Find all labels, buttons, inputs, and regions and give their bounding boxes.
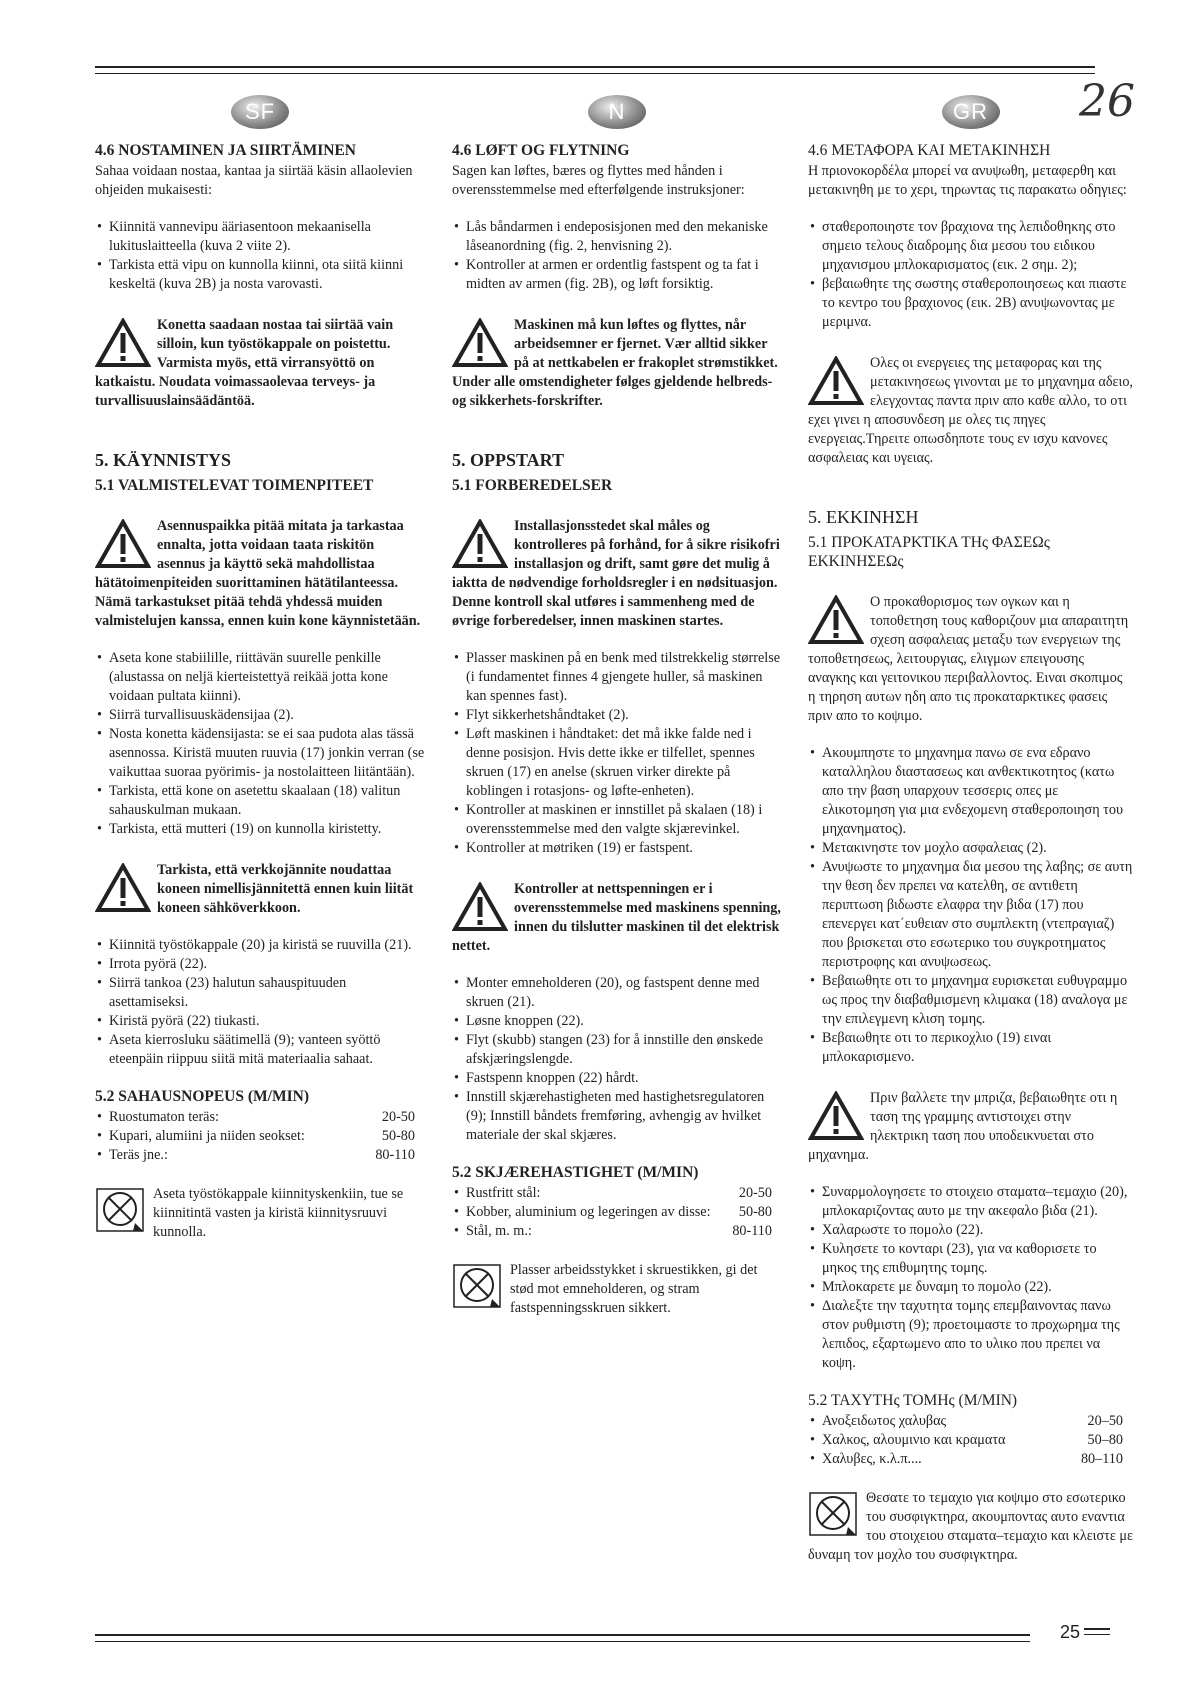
speed-row [808,1431,1133,1450]
speed-value: 50-80 [381,1128,415,1144]
setup-list [452,974,782,1145]
list-item: • Nosta konetta kädensijasta: se ei saa pudota alas tässä asennossa. Kiristä muuten ruuvia (17) jonkin verran (se vaikuttaa suoraa pyörimis- ja nostolaitteen liitäntään). [95,725,425,782]
speed-material: • Kobber, aluminium og legeringen av disse: [466,1204,711,1220]
speed-value: 80-110 [375,1147,415,1163]
language-badge: GR [942,95,1000,129]
vise-instruction-icon [808,1491,858,1537]
speed-material: • Stål, m. m.: [466,1223,532,1239]
list-item: • Ακουμπηστε το μηχανημα πανω σε ενα εδρανο καταλληλου διαστασεως και ανθεκτικοτητος (κατω απο την βαση υπαρχουν τεσσερις οπες με ελικοτομηση για μια ενδεχομενη σταθεροποιηση του μηχανηματος). [808,744,1133,839]
speed-row [95,1127,425,1146]
speed-material: • Ruostumaton teräs: [109,1109,219,1125]
section-5-heading: 5. KÄYNNISTYS [95,450,232,470]
warning-triangle-icon [95,519,151,569]
warning-text: Ο προκαθορισμος των ογκων και η τοποθετηση τους καθοριζουν μια απαραιτητη σχεση ασφαλειας μεταξυ των ενεργειων της τοποθετησεως, λειτουργιας, ελιγμων επειγουσης αναγκης και γειτονικου περιβαλλοντος. Ειναι σκοπιμος η τηρηση αυτων ηδη απο τις προκαταρκτικες φασεις πριν απο το κοψιμο. [808,594,1129,724]
speed-value: 80–110 [1080,1451,1123,1467]
warning-text: Konetta saadaan nostaa tai siirtää vain silloin, kun työstökappale on poistettu. Varmista myös, että virransyöttö on katkaistu. Noudata voimassaolevaa terveys- ja turvallisuuslainsäädäntöä. [95,317,394,409]
voltage-warning [808,1089,1133,1165]
list-item: • Kiinnitä vannevipu ääriasentoon mekaanisella lukituslaitteella (kuva 2 viite 2). [95,218,425,256]
page-mark [1084,1628,1110,1630]
vise-note [452,1261,782,1318]
bottom-rule [95,1634,1030,1636]
list-item: • Ανυψωστε το μηχανημα δια μεσου της λαβης; σε αυτη την θεση δεν πρεπει να κατελθη, σε αντιθετη περιπτωση βιδωστε ελαφρα την βιδα (17) που επενεργει κατ΄ευθειαν στο συμπλεκτη (ντεπραγιαζ) που βρισκεται στο εσωτερικο του συγκροτηματος περιστροφης και ανυψωσεως. [808,858,1133,972]
list-item: • Μετακινηστε τον μοχλο ασφαλειας (2). [808,839,1133,858]
warning-triangle-icon [808,595,864,645]
list-item: • Συναρμολογησετε το στοιχειο σταματα–τεμαχιο (20), μπλοκαριζοντας αυτο με την ακεφαλο βιδα (21). [808,1183,1133,1221]
transport-warning [808,354,1133,468]
transport-warning [452,316,782,411]
list-item: • Kiristä pyörä (22) tiukasti. [95,1012,425,1031]
section-5-heading: 5. OPPSTART [452,450,565,470]
warning-text: Asennuspaikka pitää mitata ja tarkastaa ennalta, jotta voidaan taata riskitön asennus ja käyttö sekä mahdollistaa hätätoimenpiteiden suorittaminen hätätilanteessa. Nämä tarkastukset pitää tehdä yhdessä muiden valmistelujen kanssa, ennen kuin kone käynnistetään. [95,518,421,629]
section-4-6-list [808,218,1133,332]
installation-warning [452,517,782,631]
list-item: • Tarkista, että mutteri (19) on kunnolla kiristetty. [95,820,425,839]
list-item: • σταθεροποιηστε τον βραχιονα της λεπιδοθηκης στο σημειο τελους διαδρομης δια μεσου του ειδικου μηχανισμου μπλοκαρισματος (εικ. 2 σημ. 2); [808,218,1133,275]
list-item: • Fastspenn knoppen (22) hårdt. [452,1069,782,1088]
speed-value: 20-50 [738,1185,772,1201]
language-badge: N [588,95,646,129]
speed-row [95,1108,425,1127]
top-rule-thin [95,73,1095,74]
list-item: • Kiinnitä työstökappale (20) ja kiristä se ruuvilla (21). [95,936,425,955]
section-4-6-intro: Sahaa voidaan nostaa, kantaa ja siirtää käsin allaolevien ohjeiden mukaisesti: [95,163,413,198]
speed-material: • Χαλκος, αλουμινιο και κραματα [822,1432,1006,1448]
speed-material: • Kupari, alumiini ja niiden seokset: [109,1128,305,1144]
list-item: • Lås båndarmen i endeposisjonen med den mekaniske låseanordning (fig. 2, henvisning 2). [452,218,782,256]
warning-triangle-icon [808,1091,864,1141]
speed-table [95,1108,425,1165]
note-text: Plasser arbeidsstykket i skruestikken, gi det stød mot emneholderen, og stram fastspenningsskruen sikkert. [510,1262,758,1316]
vise-instruction-icon [95,1187,145,1233]
list-item: • Διαλεξτε την ταχυτητα τομης επεμβαινοντας πανω στον ρυθμιστη (9); προετοιμαστε το προχωρημα της λεπιδος, εξαρτωμενο απο το υλικο που πρεπει να κοψη. [808,1297,1133,1373]
warning-text: Tarkista, että verkkojännite noudattaa koneen nimellisjännitettä ennen kuin liität koneen sähköverkkoon. [157,862,414,916]
list-item: • Løsne knoppen (22). [452,1012,782,1031]
page-mark-thin [1084,1634,1110,1635]
list-item: • Siirrä turvallisuuskädensijaa (2). [95,706,425,725]
warning-triangle-icon [452,519,508,569]
speed-row [808,1412,1133,1431]
list-item: • Κυλησετε το κονταρι (23), για να καθορισετε το μηκος της επιθυμητης τομης. [808,1240,1133,1278]
speed-value: 20–50 [1087,1413,1123,1429]
list-item: • Irrota pyörä (22). [95,955,425,974]
vise-instruction-icon [452,1263,502,1309]
speed-value: 50-80 [738,1204,772,1220]
column-finnish [95,95,425,1242]
warning-text: Ολες οι ενεργειες της μεταφορας και της μετακινησεως γινονται με το μηχανημα αδειο, ελεγχοντας παντα πριν απο καθε αλλο, το οτι εχει γινει η αποσυνδεση με ολες τις πηγες ενεργειας.Τηρειτε οπωσδηποτε τους εν ισχυ κανονες ασφαλειας και υγειας. [808,355,1133,466]
speed-material: • Rustfritt stål: [466,1185,541,1201]
section-5-1-heading: 5.1 FORBEREDELSER [452,477,613,494]
voltage-warning [95,861,425,918]
warning-triangle-icon [452,882,508,932]
section-5-1-heading: 5.1 VALMISTELEVAT TOIMENPITEET [95,477,374,494]
list-item: • Tarkista, että kone on asetettu skaalaan (18) valitun sahauskulman mukaan. [95,782,425,820]
section-5-2-heading: 5.2 ΤΑΧΥΤΗς ΤΟΜΗς (M/MIN) [808,1392,1018,1409]
section-4-6-heading: 4.6 NOSTAMINEN JA SIIRTÄMINEN [95,142,356,159]
list-item: • Siirrä tankoa (23) halutun sahauspituuden asettamiseksi. [95,974,425,1012]
list-item: • Βεβαιωθητε οτι το μηχανημα ευρισκεται ευθυγραμμο ως προς την διαβαθμισμενη κλιμακα (18) αναλογα με την επιλεγμενη κλιση τομης. [808,972,1133,1029]
list-item: • Plasser maskinen på en benk med tilstrekkelig størrelse (i fundamentet finnes 4 gjengete huller, så maskinen kan spennes fast). [452,649,782,706]
section-5-1-list [95,649,425,839]
list-item: • Χαλαρωστε το πομολο (22). [808,1221,1133,1240]
list-item: • βεβαιωθητε της σωστης σταθεροποιησεως και πιαστε το κεντρο του βραχιονος (εικ. 2Β) ανυψωνοντας με μεριμνα. [808,275,1133,332]
section-5-heading: 5. ΕΚΚΙΝΗΣΗ [808,507,919,527]
setup-list [95,936,425,1069]
installation-warning [808,593,1133,726]
list-item: • Innstill skjærehastigheten med hastighetsregulatoren (9); Innstill båndets fremføring, avhengig av hvilket materiale der skal skjæres. [452,1088,782,1145]
list-item: • Kontroller at maskinen er innstillet på skalaen (18) i overensstemmelse med den valgte skjærevinkel. [452,801,782,839]
speed-row [95,1146,425,1165]
speed-table [808,1412,1133,1469]
speed-row [452,1184,782,1203]
section-4-6-intro: Η πριονοκορδέλα μπορεί να ανυψωθη, μεταφερθη και μετακινηθη με το χερι, τηρωντας τις παρακατω οδηγιες: [808,163,1127,198]
section-5-1-list [452,649,782,858]
speed-row [452,1203,782,1222]
speed-material: • Χαλυβες, κ.λ.π.... [822,1451,922,1467]
bottom-rule-thin [95,1641,1030,1642]
warning-triangle-icon [95,863,151,913]
list-item: • Tarkista että vipu on kunnolla kiinni, ota siitä kiinni keskeltä (kuva 2B) ja nosta varovasti. [95,256,425,294]
column-greek [808,95,1133,1565]
vise-note [808,1489,1133,1565]
section-5-2-heading: 5.2 SKJÆREHASTIGHET (M/MIN) [452,1164,699,1181]
section-4-6-list [452,218,782,294]
section-4-6-intro: Sagen kan løftes, bæres og flyttes med hånden i overensstemmelse med efterfølgende instruksjoner: [452,163,745,198]
warning-text: Kontroller at nettspenningen er i overensstemmelse med maskinens spenning, innen du tilslutter maskinen til det elektrisk nettet. [452,881,781,954]
list-item: • Løft maskinen i håndtaket: det må ikke falde ned i denne posisjon. Hvis dette ikke er tilfellet, spennes skruen (17) en anelse (skruen virker direkte på koblingen i rotasjons- og løfte-enheten). [452,725,782,801]
list-item: • Kontroller at armen er ordentlig fastspent og ta fat i midten av armen (fig. 2B), og løft forsiktig. [452,256,782,294]
list-item: • Aseta kone stabiilille, riittävän suurelle penkille (alustassa on neljä kierteistettyä reikää jotta kone voidaan pultata kiinni). [95,649,425,706]
top-rule [95,66,1095,68]
language-badge: SF [231,95,289,129]
section-4-6-heading: 4.6 LØFT OG FLYTNING [452,142,630,159]
list-item: • Kontroller at møtriken (19) er fastspent. [452,839,782,858]
column-norwegian [452,95,782,1318]
handwritten-page-mark: 26 [1079,76,1135,127]
speed-value: 50–80 [1087,1432,1123,1448]
warning-text: Πριν βαλλετε την μπριζα, βεβαιωθητε οτι η ταση της γραμμης αντιστοιχει στην ηλεκτρικη ταση που υποδεικνυεται στο μηχανημα. [808,1090,1118,1163]
list-item: • Monter emneholderen (20), og fastspent denne med skruen (21). [452,974,782,1012]
section-5-1-heading: 5.1 ΠΡΟΚΑΤΑΡΚΤΙΚΑ ΤΗς ΦΑΣΕΩς ΕΚΚΙΝΗΣΕΩς [808,534,1050,570]
list-item: • Μπλοκαρετε με δυναμη το πομολο (22). [808,1278,1133,1297]
list-item: • Flyt (skubb) stangen (23) for å innstille den ønskede afskjæringslengde. [452,1031,782,1069]
section-5-2-heading: 5.2 SAHAUSNOPEUS (M/MIN) [95,1088,309,1105]
speed-material: • Ανοξειδωτος χαλυβας [822,1413,947,1429]
vise-note [95,1185,425,1242]
warning-triangle-icon [95,318,151,368]
warning-text: Installasjonsstedet skal måles og kontrolleres på forhånd, for å sikre risikofri installasjon og drift, samt gøre det mulig å iaktta de nødvendige forholdsregler i en nødsituasjon. Denne kontroll skal utføres i sammenheng med de øvrige forberedelser, innen maskinen startes. [452,518,780,629]
note-text: Aseta työstökappale kiinnityskenkiin, tue se kiinnitintä vasten ja kiristä kiinnitysruuvi kunnolla. [153,1186,404,1240]
transport-warning [95,316,425,411]
list-item: • Βεβαιωθητε οτι το περικοχλιο (19) ειναι μπλοκαρισμενο. [808,1029,1133,1067]
speed-table [452,1184,782,1241]
speed-material: • Teräs jne.: [109,1147,168,1163]
warning-text: Maskinen må kun løftes og flyttes, når arbeidsemner er fjernet. Vær alltid sikker på at nettkabelen er frakoplet strømstikket. Under alle omstendigheter følges gjeldende helbreds- og sikkerhets-forskrifter. [452,317,778,409]
installation-warning [95,517,425,631]
list-item: • Flyt sikkerhetshåndtaket (2). [452,706,782,725]
speed-value: 20-50 [381,1109,415,1125]
speed-value: 80-110 [732,1223,772,1239]
speed-row [452,1222,782,1241]
voltage-warning [452,880,782,956]
warning-triangle-icon [452,318,508,368]
page-number: 25 [1059,1622,1080,1642]
section-5-1-list [808,744,1133,1067]
section-4-6-list [95,218,425,294]
speed-row [808,1450,1133,1469]
list-item: • Aseta kierrosluku säätimellä (9); vanteen syöttö eteenpäin riippuu siitä mitä materiaalia sahaat. [95,1031,425,1069]
section-4-6-heading: 4.6 ΜΕΤΑΦΟΡΑ ΚΑΙ ΜΕΤΑΚΙΝΗΣΗ [808,142,1051,159]
warning-triangle-icon [808,356,864,406]
note-text: Θεσατε το τεμαχιο για κοψιμο στο εσωτερικο του συσφιγκτηρα, ακουμποντας αυτο εναντια του στοιχειου σταματα–τεμαχιο και κλειστε με δυναμη τον μοχλο του συσφιγκτηρα. [808,1490,1133,1563]
setup-list [808,1183,1133,1373]
